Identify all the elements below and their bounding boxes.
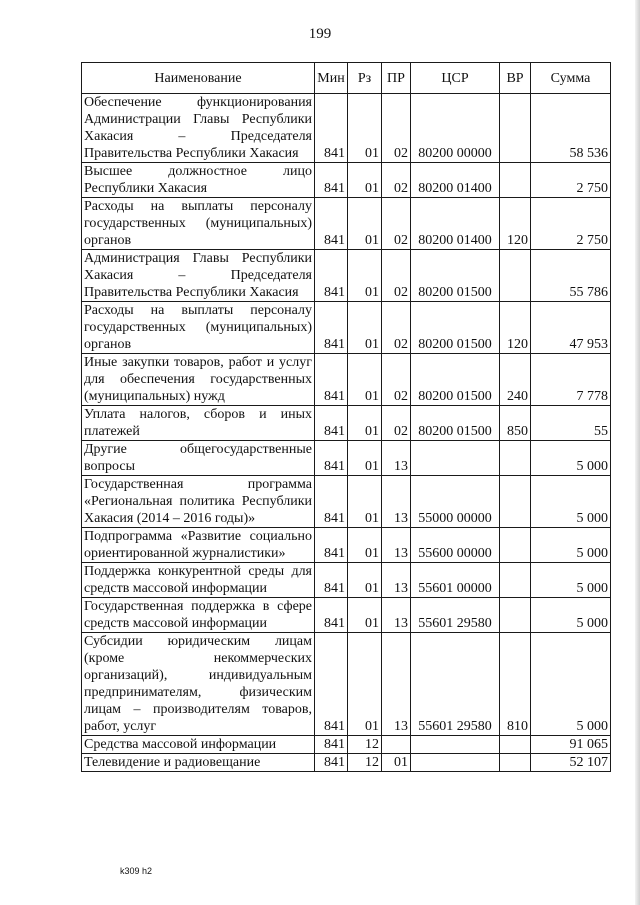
row-name: Расходы на выплаты персоналу государственных (муниципальных) органов [82,302,315,354]
row-min: 841 [315,563,348,598]
row-min: 841 [315,528,348,563]
row-name: Государственная программа «Региональная политика Республики Хакасия (2014 – 2016 годы)» [82,476,315,528]
row-csr: 80200 00000 [411,94,500,163]
header-rz: Рз [348,63,382,94]
row-min: 841 [315,250,348,302]
table-row [82,250,611,302]
row-pr: 13 [382,528,411,563]
row-csr [411,736,500,754]
row-name: Высшее должностное лицо Республики Хакасия [82,163,315,198]
page-number: 199 [308,26,332,42]
row-pr: 02 [382,198,411,250]
table-row [82,476,611,528]
row-name: Обеспечение функционирования Администрации Главы Республики Хакасия – Председателя Правительства Республики Хакасия [82,94,315,163]
budget-table [81,62,611,772]
row-sum: 55 786 [531,250,611,302]
row-sum: 5 000 [531,441,611,476]
row-vr: 240 [500,354,531,406]
row-sum: 5 000 [531,633,611,736]
row-vr [500,736,531,754]
footer-code: k309 h2 [120,866,153,876]
header-row [82,63,611,94]
table-row [82,528,611,563]
row-pr: 02 [382,354,411,406]
row-pr: 13 [382,598,411,633]
table-row [82,354,611,406]
row-pr: 13 [382,441,411,476]
header-sum: Сумма [531,63,611,94]
table-row [82,94,611,163]
table-row [82,198,611,250]
header-pr: ПР [382,63,411,94]
row-pr: 02 [382,302,411,354]
row-sum: 91 065 [531,736,611,754]
row-rz: 01 [348,354,382,406]
row-pr [382,736,411,754]
table-row [82,598,611,633]
row-pr: 01 [382,754,411,772]
row-pr: 13 [382,476,411,528]
row-pr: 13 [382,563,411,598]
row-vr [500,250,531,302]
row-min: 841 [315,94,348,163]
row-name: Администрация Главы Республики Хакасия – Председателя Правительства Республики Хакасия [82,250,315,302]
row-vr: 120 [500,302,531,354]
row-sum: 52 107 [531,754,611,772]
row-csr: 80200 01400 [411,163,500,198]
row-name: Подпрограмма «Развитие социально ориентированной журналистики» [82,528,315,563]
row-rz: 01 [348,633,382,736]
row-min: 841 [315,754,348,772]
row-rz: 01 [348,563,382,598]
row-vr [500,563,531,598]
row-csr: 55601 29580 [411,598,500,633]
row-min: 841 [315,198,348,250]
row-csr: 80200 01500 [411,250,500,302]
row-csr: 80200 01500 [411,406,500,441]
row-rz: 01 [348,302,382,354]
row-csr: 55600 00000 [411,528,500,563]
row-vr [500,598,531,633]
table-row [82,302,611,354]
table-row [82,563,611,598]
table-row [82,736,611,754]
table-row [82,754,611,772]
row-sum: 5 000 [531,598,611,633]
row-vr [500,441,531,476]
row-min: 841 [315,736,348,754]
row-min: 841 [315,406,348,441]
row-sum: 58 536 [531,94,611,163]
row-name: Другие общегосударственные вопросы [82,441,315,476]
row-min: 841 [315,441,348,476]
row-csr: 55601 00000 [411,563,500,598]
row-pr: 02 [382,163,411,198]
row-name: Поддержка конкурентной среды для средств массовой информации [82,563,315,598]
header-name: Наименование [82,63,315,94]
header-csr: ЦСР [411,63,500,94]
row-rz: 01 [348,163,382,198]
row-vr [500,754,531,772]
row-pr: 02 [382,94,411,163]
row-rz: 01 [348,250,382,302]
row-vr [500,94,531,163]
table-row [82,441,611,476]
row-min: 841 [315,476,348,528]
row-rz: 01 [348,441,382,476]
row-min: 841 [315,302,348,354]
row-name: Телевидение и радиовещание [82,754,315,772]
row-csr: 55601 29580 [411,633,500,736]
row-name: Средства массовой информации [82,736,315,754]
row-sum: 5 000 [531,528,611,563]
row-rz: 01 [348,94,382,163]
row-sum: 7 778 [531,354,611,406]
row-rz: 01 [348,198,382,250]
table-row [82,633,611,736]
row-name: Государственная поддержка в сфере средств массовой информации [82,598,315,633]
row-pr: 02 [382,406,411,441]
row-rz: 01 [348,476,382,528]
row-csr: 55000 00000 [411,476,500,528]
row-csr: 80200 01500 [411,354,500,406]
row-min: 841 [315,633,348,736]
row-min: 841 [315,163,348,198]
row-name: Субсидии юридическим лицам (кроме некоммерческих организаций), индивидуальным предпринимателям, физическим лицам – производителям товаров, работ, услуг [82,633,315,736]
scan-edge-shadow [635,0,640,905]
row-csr: 80200 01400 [411,198,500,250]
row-vr [500,476,531,528]
row-vr: 810 [500,633,531,736]
row-pr: 13 [382,633,411,736]
row-rz: 01 [348,406,382,441]
row-sum: 5 000 [531,476,611,528]
row-sum: 5 000 [531,563,611,598]
header-min: Мин [315,63,348,94]
row-min: 841 [315,598,348,633]
row-name: Иные закупки товаров, работ и услуг для обеспечения государственных (муниципальных) нужд [82,354,315,406]
row-sum: 2 750 [531,198,611,250]
row-vr [500,163,531,198]
table-row [82,163,611,198]
row-vr [500,528,531,563]
row-sum: 47 953 [531,302,611,354]
row-rz: 12 [348,736,382,754]
row-vr: 120 [500,198,531,250]
row-pr: 02 [382,250,411,302]
row-sum: 55 [531,406,611,441]
header-vr: ВР [500,63,531,94]
row-csr [411,441,500,476]
row-name: Уплата налогов, сборов и иных платежей [82,406,315,441]
row-rz: 12 [348,754,382,772]
table-row [82,406,611,441]
row-csr [411,754,500,772]
row-vr: 850 [500,406,531,441]
row-name: Расходы на выплаты персоналу государственных (муниципальных) органов [82,198,315,250]
row-rz: 01 [348,528,382,563]
row-csr: 80200 01500 [411,302,500,354]
row-min: 841 [315,354,348,406]
row-rz: 01 [348,598,382,633]
row-sum: 2 750 [531,163,611,198]
